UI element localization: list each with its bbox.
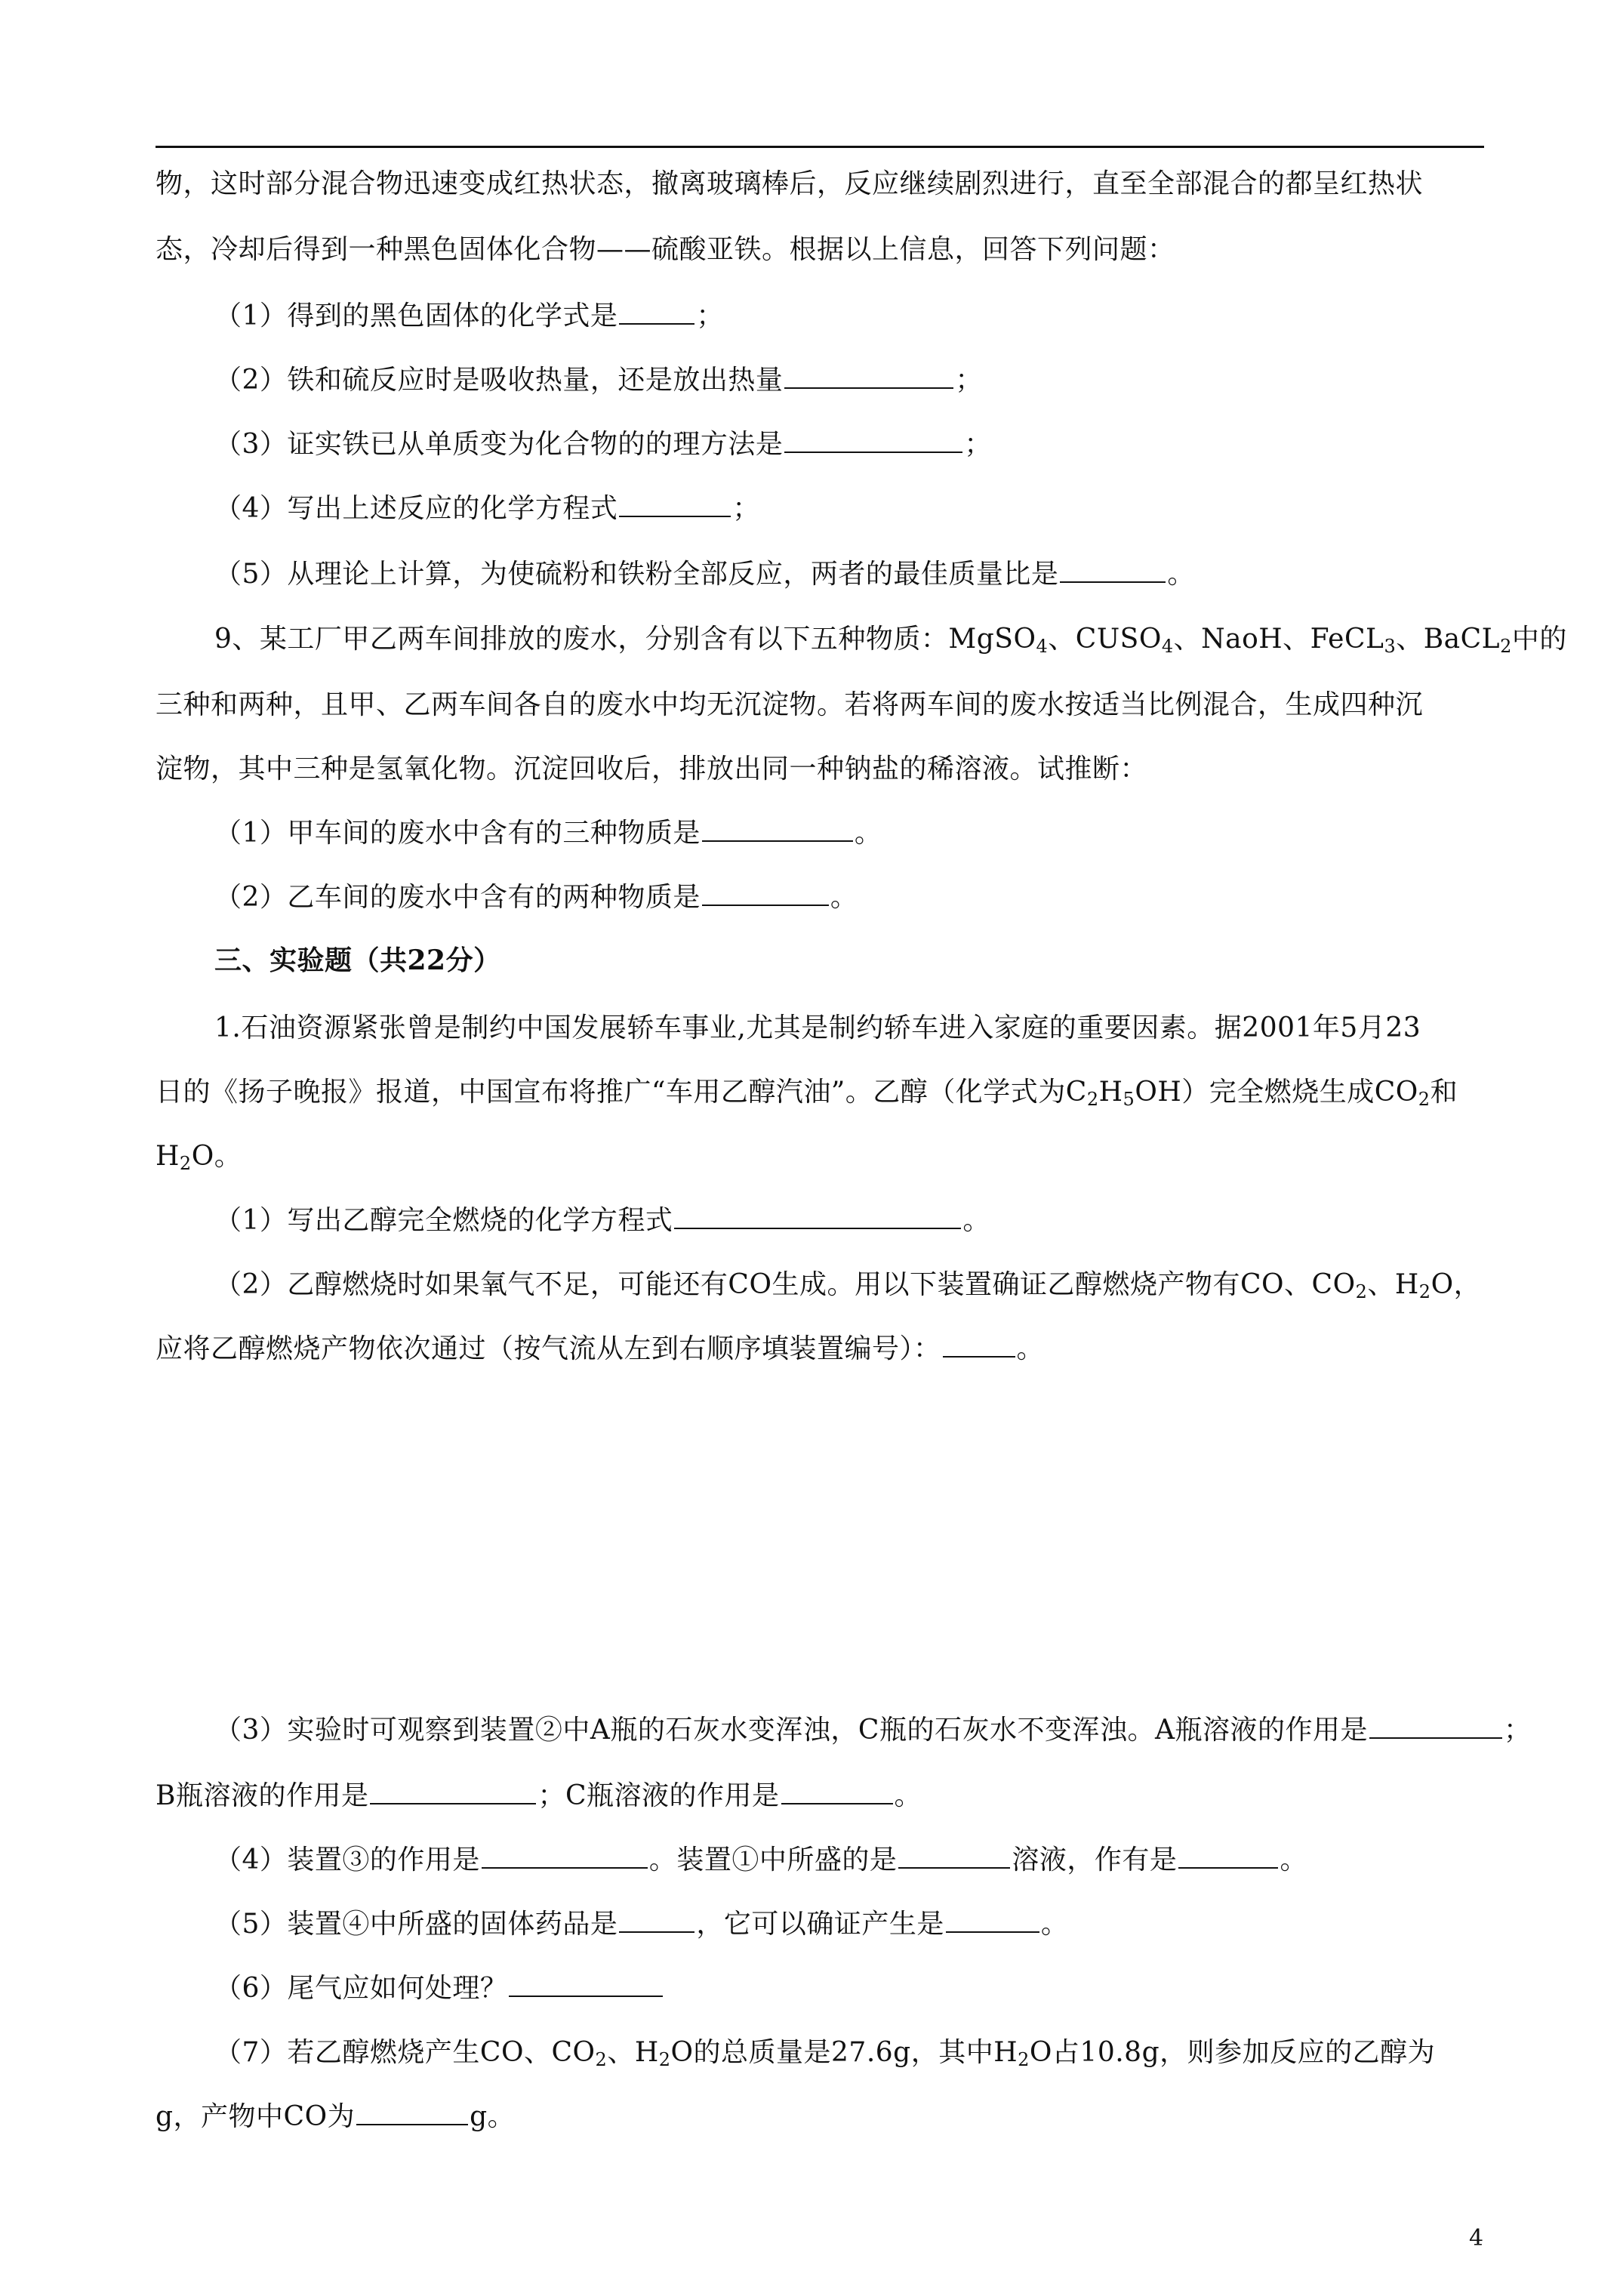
answer-blank[interactable] — [674, 1205, 961, 1229]
text-run: OH）完全燃烧生成CO — [1135, 1077, 1418, 1108]
text-run: （1）写出乙醇完全燃烧的化学方程式 — [214, 1205, 673, 1236]
page-number: 4 — [1469, 2225, 1484, 2251]
subscript: 2 — [595, 2049, 608, 2070]
text-run: 态，冷却后得到一种黑色固体化合物——硫酸亚铁。根据以上信息，回答下列问题： — [156, 234, 1175, 265]
text-run: （7）若乙醇燃烧产生CO、CO — [214, 2037, 596, 2068]
text-run: ； — [964, 429, 992, 460]
text-run: 、BaCL — [1396, 624, 1501, 655]
text-line — [156, 168, 1484, 201]
subscript: 2 — [1018, 2049, 1030, 2070]
experiment-1-3 — [214, 1714, 1623, 1747]
answer-blank[interactable] — [781, 1780, 893, 1804]
text-run: B瓶溶液的作用是 — [156, 1780, 369, 1811]
section-heading — [214, 944, 1483, 977]
experiment-1-2 — [214, 1268, 1483, 1302]
text-run: （2）乙醇燃烧时如果氧气不足，可能还有CO生成。用以下装置确证乙醇燃烧产物有CO、CO — [214, 1269, 1356, 1300]
answer-blank[interactable] — [619, 300, 694, 325]
answer-blank[interactable] — [784, 365, 953, 389]
text-run: 。 — [962, 1205, 990, 1236]
text-line — [156, 233, 1484, 267]
answer-blank[interactable] — [898, 1845, 1010, 1869]
text-run: 三种和两种，且甲、乙两车间各自的废水中均无沉淀物。若将两车间的废水按适当比例混合，生成四种沉 — [156, 689, 1424, 720]
subscript: 3 — [1384, 636, 1397, 657]
text-run: 淀物，其中三种是氢氧化物。沉淀回收后，排放出同一种钠盐的稀溶液。试推断： — [156, 754, 1148, 784]
question-9-stem — [214, 623, 1567, 657]
question-9-2 — [214, 881, 1483, 914]
text-run: （2）铁和硫反应时是吸收热量，还是放出热量 — [214, 365, 784, 396]
question-8-5 — [214, 558, 1483, 591]
subscript: 2 — [179, 1153, 192, 1174]
answer-blank[interactable] — [784, 429, 962, 453]
text-run: 物，这时部分混合物迅速变成红热状态，撤离玻璃棒后，反应继续剧烈进行，直至全部混合的都呈红热状 — [156, 168, 1424, 199]
text-run: 、CUSO — [1048, 624, 1162, 655]
header-rule — [156, 146, 1484, 148]
text-run: 、NaoH、FeCL — [1173, 624, 1384, 655]
text-run: ； — [955, 365, 983, 396]
subscript: 2 — [1500, 636, 1512, 657]
text-run: 。 — [1016, 1333, 1045, 1364]
text-run: 1.石油资源紧张曾是制约中国发展轿车事业,尤其是制约轿车进入家庭的重要因素。据2001年5月23 — [214, 1012, 1421, 1043]
question-8-3 — [214, 428, 1483, 461]
text-run: （1）甲车间的废水中含有的三种物质是 — [214, 818, 701, 849]
text-run: 溶液，作有是 — [1012, 1845, 1178, 1875]
question-8-1 — [214, 300, 1483, 333]
text-run: （1）得到的黑色固体的化学式是 — [214, 300, 618, 331]
subscript: 2 — [1418, 1281, 1431, 1302]
answer-blank[interactable] — [619, 1909, 694, 1933]
text-run: 、H — [607, 2037, 659, 2068]
text-run: H — [1098, 1077, 1123, 1108]
text-run: 日的《扬子晚报》报道，中国宣布将推广“车用乙醇汽油”。乙醇（化学式为C — [156, 1077, 1087, 1108]
text-run: 。 — [1040, 1909, 1069, 1940]
subscript: 2 — [1355, 1281, 1368, 1302]
subscript: 4 — [1036, 636, 1049, 657]
subscript: 2 — [658, 2049, 671, 2070]
question-9-1 — [214, 817, 1483, 850]
text-run: g，产物中CO为 — [156, 2101, 356, 2132]
text-line — [156, 1780, 1484, 1813]
answer-blank[interactable] — [619, 493, 731, 517]
text-line — [156, 689, 1484, 722]
answer-blank[interactable] — [356, 2101, 468, 2125]
text-run: （4）装置③的作用是 — [214, 1845, 480, 1875]
answer-blank[interactable] — [370, 1780, 536, 1804]
text-run: 。 — [894, 1780, 922, 1811]
text-run: 。 — [854, 818, 882, 849]
experiment-1-stem — [214, 1012, 1483, 1045]
text-run: （3）实验时可观察到装置②中A瓶的石灰水变浑浊，C瓶的石灰水不变浑浊。A瓶溶液的作用是 — [214, 1715, 1368, 1746]
experiment-1-7 — [214, 2036, 1483, 2069]
answer-blank[interactable] — [702, 882, 829, 906]
text-line — [156, 1140, 1484, 1173]
subscript: 2 — [1086, 1089, 1099, 1110]
text-run: ；C瓶溶液的作用是 — [537, 1780, 780, 1811]
subscript: 5 — [1123, 1089, 1135, 1110]
text-run: 应将乙醇燃烧产物依次通过（按气流从左到右顺序填装置编号）： — [156, 1333, 941, 1364]
text-run: ； — [696, 300, 724, 331]
text-run: 。 — [830, 882, 858, 913]
text-run: ，它可以确证产生是 — [696, 1909, 944, 1940]
subscript: 4 — [1161, 636, 1174, 657]
text-run: ； — [1503, 1715, 1532, 1746]
text-run: （5）从理论上计算，为使硫粉和铁粉全部反应，两者的最佳质量比是 — [214, 559, 1059, 590]
experiment-1-1 — [214, 1204, 1483, 1237]
text-run: ； — [732, 493, 760, 524]
text-run: 三、实验题（共22分） — [214, 945, 501, 976]
answer-blank[interactable] — [509, 1973, 663, 1997]
text-line — [156, 1333, 1484, 1366]
answer-blank[interactable] — [482, 1845, 648, 1869]
answer-blank[interactable] — [946, 1909, 1039, 1933]
text-run: O。 — [191, 1141, 242, 1172]
answer-blank[interactable] — [1178, 1845, 1278, 1869]
text-run: O占10.8g，则参加反应的乙醇为 — [1029, 2037, 1436, 2068]
subscript: 2 — [1418, 1089, 1431, 1110]
text-run: （4）写出上述反应的化学方程式 — [214, 493, 618, 524]
text-run: g。 — [470, 2101, 516, 2132]
text-run: 。 — [1167, 559, 1195, 590]
text-run: 。装置①中所盛的是 — [648, 1845, 898, 1875]
text-run: O， — [1431, 1269, 1482, 1300]
experiment-1-6 — [214, 1972, 1483, 2005]
question-8-4 — [214, 492, 1483, 525]
text-line — [156, 753, 1484, 786]
text-run: 、H — [1367, 1269, 1419, 1300]
text-run: O的总质量是27.6g，其中H — [670, 2037, 1018, 2068]
text-run: （3）证实铁已从单质变为化合物的的理方法是 — [214, 429, 784, 460]
text-run: 中的 — [1511, 624, 1567, 655]
question-8-2 — [214, 364, 1483, 397]
text-run: H — [156, 1141, 180, 1172]
experiment-1-5 — [214, 1908, 1483, 1941]
answer-blank[interactable] — [1060, 559, 1166, 583]
answer-blank[interactable] — [702, 818, 853, 842]
text-line — [156, 1076, 1484, 1109]
text-run: （2）乙车间的废水中含有的两种物质是 — [214, 882, 701, 913]
text-line — [156, 2100, 1484, 2134]
answer-blank[interactable] — [943, 1333, 1015, 1358]
text-run: 。 — [1280, 1845, 1307, 1875]
text-run: （6）尾气应如何处理？ — [214, 1973, 508, 2004]
text-run: 和 — [1430, 1077, 1458, 1108]
text-run: 9、某工厂甲乙两车间排放的废水，分别含有以下五种物质：MgSO — [214, 624, 1036, 655]
text-run: （5）装置④中所盛的固体药品是 — [214, 1909, 618, 1940]
experiment-1-4 — [214, 1844, 1483, 1877]
answer-blank[interactable] — [1369, 1715, 1502, 1739]
